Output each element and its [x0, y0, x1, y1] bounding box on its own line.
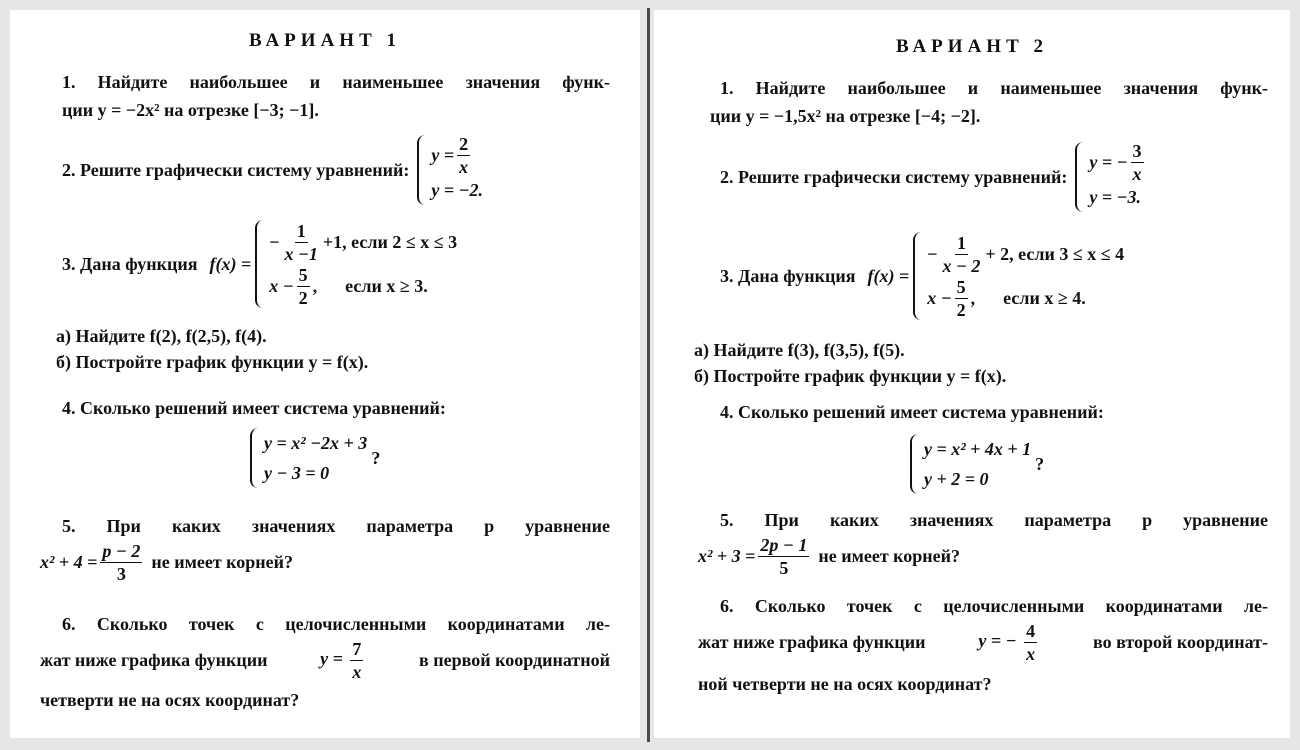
v2-task6-l2-num: 4: [1026, 621, 1036, 641]
v1-task3b: б) Постройте график функции y = f(x).: [56, 352, 369, 372]
v2-task3-brace: [913, 232, 923, 320]
v1-task5-equation: [40, 542, 293, 583]
v1-task6-l2-num: 7: [352, 639, 362, 659]
v2-task6-l2-den: x: [1026, 644, 1036, 664]
v1-task2: [62, 135, 483, 205]
v2-task5-line1: 5. При каких значениях параметра p уравнение: [720, 510, 1268, 530]
v1-task1-line2: ции y = −2x² на отрезке [−3; −1].: [62, 100, 319, 120]
v1-task4-system: [250, 428, 380, 488]
v2-task4-system: [910, 434, 1044, 494]
v1-task3-c1-sign: −: [269, 231, 280, 252]
v2-task5-lhs: x² + 3 =: [698, 546, 756, 566]
v2-task4-text: 4. Сколько решений имеет система уравнений:: [720, 402, 1104, 422]
v1-task4-question: ?: [371, 447, 381, 468]
v2-task6-l2-post: во второй координат-: [1093, 632, 1268, 652]
v1-task2-eq1-den: x: [459, 156, 469, 177]
v2-task3-c2-den: 2: [956, 299, 966, 320]
v1-task1-line1: 1. Найдите наибольшее и наименьшее значения функ-: [62, 72, 610, 92]
variant-2-page: [654, 10, 1290, 738]
v1-task3-c1-tail: +1, если 2 ≤ x ≤ 3: [322, 231, 458, 252]
v1-task2-eq1-lhs: y =: [431, 144, 455, 165]
v1-task4-brace: [250, 428, 260, 488]
v2-task3-fx: f(x) =: [867, 265, 910, 286]
v1-task6-line1: 6. Сколько точек с целочисленными координатами ле-: [62, 614, 610, 634]
v1-task2-eq2: y = −2.: [431, 179, 484, 200]
variant-2-title: ВАРИАНТ 2: [895, 36, 1048, 57]
v1-task6-l2-pre: жат ниже графика функции: [40, 650, 268, 670]
variant-1-page: [10, 10, 640, 738]
v1-task4-text: 4. Сколько решений имеет система уравнений:: [62, 398, 446, 418]
v2-task5-num: 2p − 1: [760, 535, 808, 555]
v1-task5-tail: не имеет корней?: [151, 552, 294, 572]
v2-task3-c1-sign: −: [927, 243, 938, 264]
v2-task2-eq1-lhs: y = −: [1089, 151, 1128, 172]
v1-task4-eq2: y − 3 = 0: [264, 462, 330, 483]
v1-task3-prefix: 3. Дана функция: [62, 253, 198, 274]
v2-task2-eq1-den: x: [1132, 163, 1142, 184]
page-divider: [647, 8, 650, 742]
v1-task3a: а) Найдите f(2), f(2,5), f(4).: [56, 326, 267, 346]
v2-task2: [720, 142, 1147, 212]
v2-task2-eq2: y = −3.: [1089, 186, 1142, 207]
v2-task3-c1-tail: + 2, если 3 ≤ x ≤ 4: [985, 243, 1125, 264]
v2-task3-c2-num: 5: [956, 276, 966, 297]
v2-task2-brace: [1075, 142, 1085, 212]
v1-task6-line3: четверти не на осях координат?: [40, 690, 300, 710]
v2-task3b: б) Постройте график функции y = f(x).: [694, 366, 1007, 386]
v1-task6-line2: [40, 640, 610, 681]
v1-task6-l2-eq: y =: [320, 648, 343, 669]
v1-task3-brace: [255, 220, 265, 308]
v1-task3-c2-num: 5: [298, 264, 308, 285]
v1-task5-num: p − 2: [102, 541, 141, 561]
v2-task5-tail: не имеет корней?: [818, 546, 961, 566]
v1-task6-l2-den: x: [352, 662, 362, 682]
v2-task3-c2-tail: ,: [970, 287, 976, 308]
v2-task1-line2: ции y = −1,5x² на отрезке [−4; −2].: [710, 106, 981, 126]
v1-task5-lhs: x² + 4 =: [40, 552, 98, 572]
v2-task3-c1-den: x − 2: [942, 255, 981, 276]
v2-task6-line2: [698, 622, 1268, 663]
v1-task3-c2-tail: ,: [312, 275, 318, 296]
v1-task3-c2-cond: если x ≥ 3.: [345, 275, 428, 296]
v1-task3-c1-den: x −1: [284, 243, 318, 264]
v2-task3-prefix: 3. Дана функция: [720, 265, 856, 286]
v1-task2-system: [417, 135, 483, 205]
v1-task3-fx: f(x) =: [209, 253, 252, 274]
v2-task4-eq1: y = x² + 4x + 1: [924, 438, 1032, 459]
v1-task3: [62, 220, 457, 308]
v2-task6-l2-pre: жат ниже графика функции: [698, 632, 926, 652]
v1-task2-prefix: 2. Решите графически систему уравнений:: [62, 159, 410, 180]
v2-task4-question: ?: [1035, 453, 1045, 474]
v2-task6-line1: 6. Сколько точек с целочисленными координатами ле-: [720, 596, 1268, 616]
v1-task6-l2-post: в первой координатной: [419, 650, 610, 670]
v2-task2-eq1-num: 3: [1132, 140, 1142, 161]
v2-task5-equation: [698, 536, 960, 577]
v1-task5-den: 3: [116, 564, 126, 584]
v1-task3-c2-den: 2: [298, 287, 308, 308]
v2-task3: [720, 232, 1124, 320]
v2-task4-eq2: y + 2 = 0: [924, 468, 989, 489]
v2-task6-line3: ной четверти не на осях координат?: [698, 674, 992, 694]
v1-task5-line1: 5. При каких значениях параметра p уравнение: [62, 516, 610, 536]
v2-task3-c2-head: x −: [927, 287, 952, 308]
v2-task2-prefix: 2. Решите графически систему уравнений:: [720, 166, 1068, 187]
v2-task4-brace: [910, 434, 920, 494]
v2-task3a: а) Найдите f(3), f(3,5), f(5).: [694, 340, 905, 360]
v2-task6-l2-eq: y = −: [978, 630, 1017, 651]
v1-task3-c2-head: x −: [269, 275, 294, 296]
v2-task5-den: 5: [779, 558, 789, 578]
v1-task2-brace: [417, 135, 427, 205]
v1-task4-eq1: y = x² −2x + 3: [264, 432, 368, 453]
v1-task3-c1-num: 1: [296, 220, 306, 241]
v2-task3-c1-num: 1: [956, 232, 966, 253]
variant-1-title: ВАРИАНТ 1: [248, 30, 401, 51]
v2-task1-line1: 1. Найдите наибольшее и наименьшее значения функ-: [720, 78, 1268, 98]
v2-task3-c2-cond: если x ≥ 4.: [1003, 287, 1086, 308]
v1-task2-eq1-num: 2: [459, 133, 469, 154]
